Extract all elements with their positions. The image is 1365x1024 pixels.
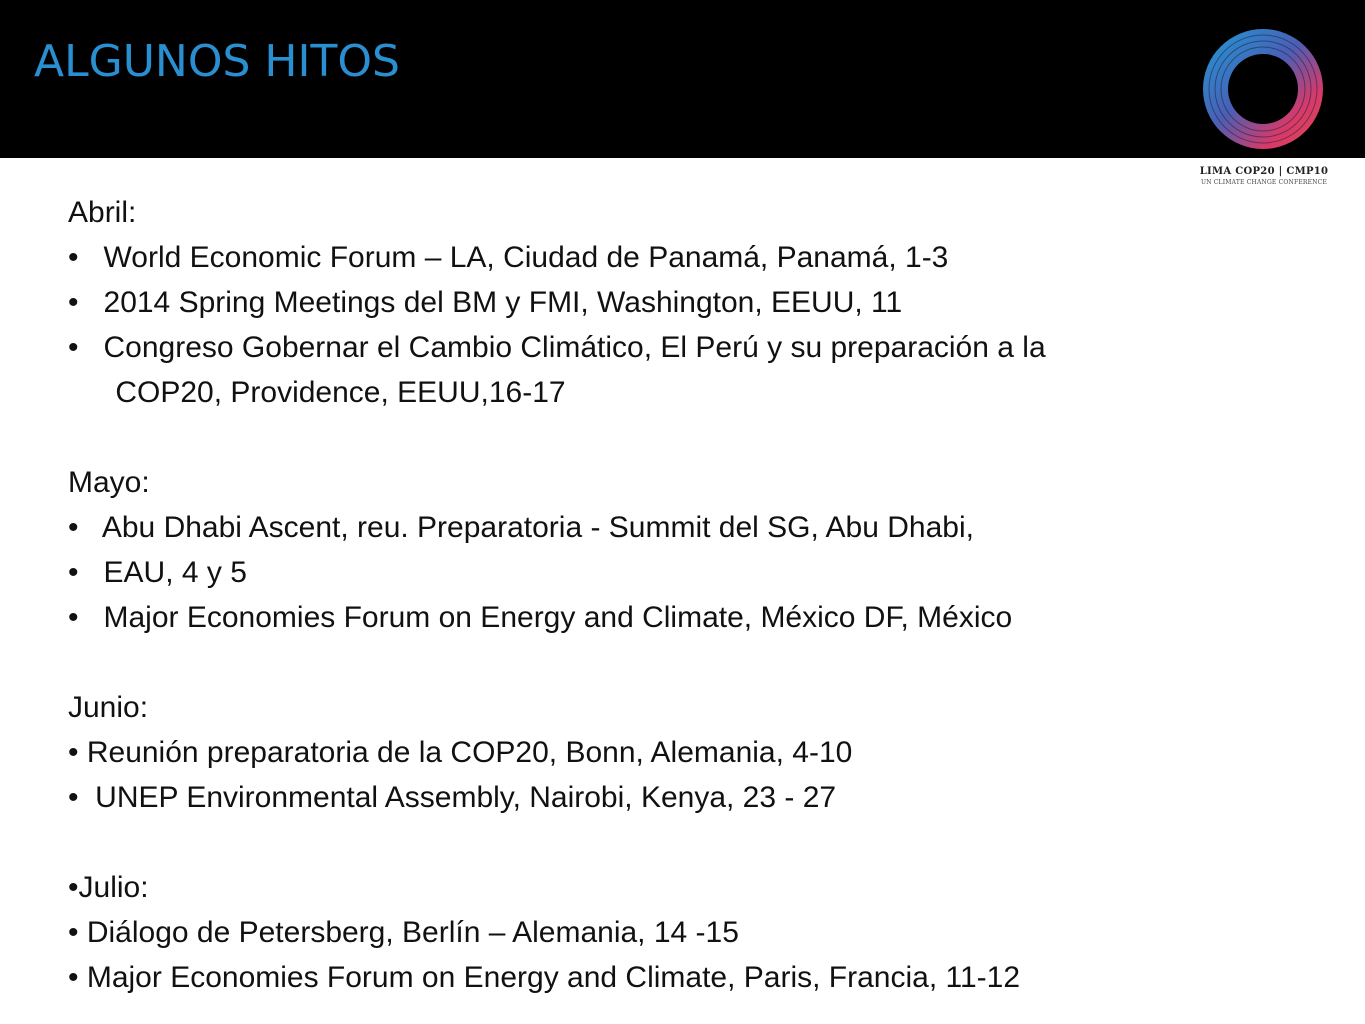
cop20-circle-logo-icon: [1198, 27, 1328, 157]
list-item: • EAU, 4 y 5: [68, 556, 247, 589]
section-julio: [68, 865, 1328, 1000]
list-item: • Congreso Gobernar el Cambio Climático, El Perú y su preparación a la: [68, 331, 1046, 364]
list-item: • Major Economies Forum on Energy and Climate, Paris, Francia, 11-12: [68, 961, 1021, 994]
section-abril: [68, 190, 1328, 415]
section-heading: Abril:: [68, 196, 137, 229]
section-heading: Mayo:: [68, 466, 150, 499]
list-item: • Abu Dhabi Ascent, reu. Preparatoria - Summit del SG, Abu Dhabi,: [68, 511, 974, 544]
spacer: [68, 820, 1328, 865]
list-item: • 2014 Spring Meetings del BM y FMI, Washington, EEUU, 11: [68, 286, 903, 319]
list-item: • Major Economies Forum on Energy and Climate, México DF, México: [68, 601, 1013, 634]
brand-wordmark: [1186, 166, 1342, 186]
spacer: [68, 640, 1328, 685]
page-title: ALGUNOS HITOS: [34, 36, 400, 87]
list-item-continuation: COP20, Providence, EEUU,16-17: [82, 376, 566, 409]
list-item: • Reunión preparatoria de la COP20, Bonn, Alemania, 4-10: [68, 736, 853, 769]
list-item: • UNEP Environmental Assembly, Nairobi, Kenya, 23 - 27: [68, 781, 837, 814]
brand-name: LIMA COP20 | CMP10: [1199, 166, 1329, 177]
section-heading: Junio:: [68, 691, 149, 724]
brand-tagline: UN CLIMATE CHANGE CONFERENCE: [1200, 179, 1328, 186]
list-item: • World Economic Forum – LA, Ciudad de Panamá, Panamá, 1-3: [68, 241, 949, 274]
section-mayo: [68, 460, 1328, 640]
section-heading: •Julio:: [68, 871, 149, 904]
milestones-list: [68, 190, 1328, 1000]
list-item: • Diálogo de Petersberg, Berlín – Alemania, 14 -15: [68, 916, 739, 949]
spacer: [68, 415, 1328, 460]
header-bar: [0, 0, 1365, 158]
section-junio: [68, 685, 1328, 820]
